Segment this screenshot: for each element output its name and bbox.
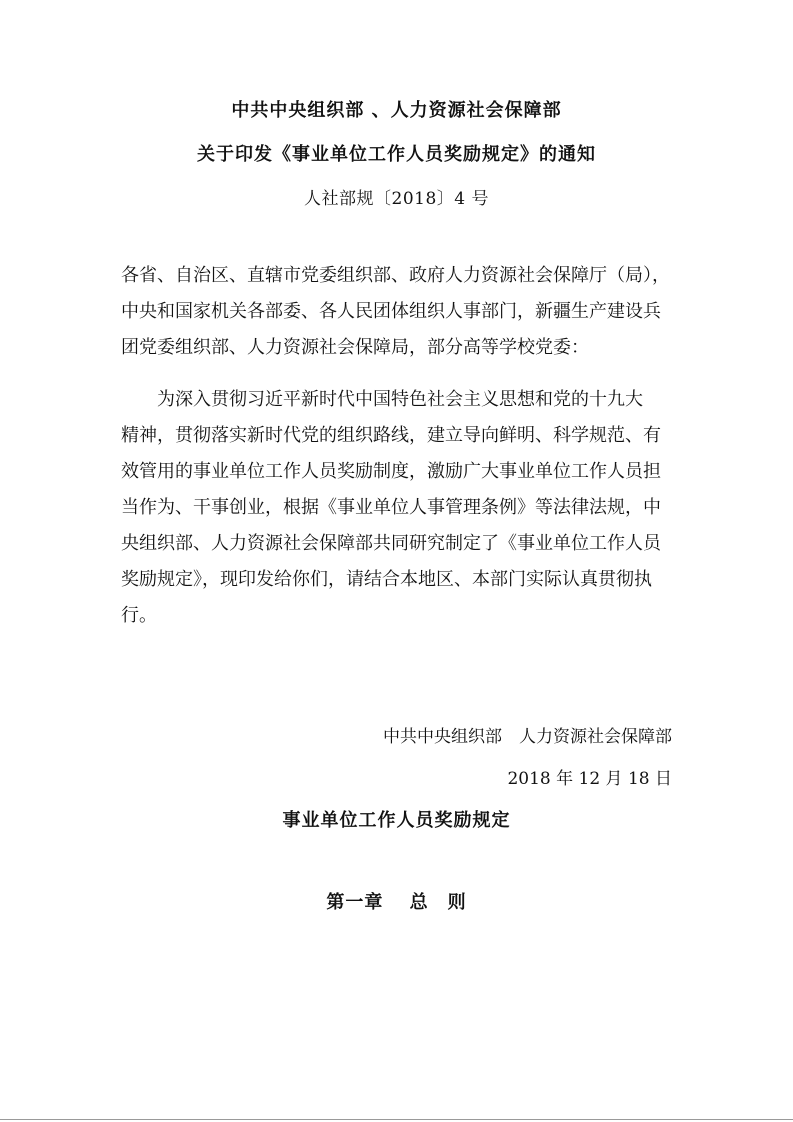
body-line: 精神，贯彻落实新时代党的组织路线，建立导向鲜明、科学规范、有 bbox=[121, 425, 661, 446]
body-line: 奖励规定》，现印发给你们，请结合本地区、本部门实际认真贯彻执 bbox=[121, 569, 652, 590]
body-line: 行。 bbox=[121, 605, 157, 626]
notice-title-line-1: 中共中央组织部 、人力资源社会保障部 bbox=[231, 100, 562, 121]
salutation bbox=[121, 258, 681, 366]
document-number: 人社部规〔2018〕4 号 bbox=[304, 189, 489, 209]
regulation-title: 事业单位工作人员奖励规定 bbox=[282, 810, 511, 831]
body-line: 为深入贯彻习近平新时代中国特色社会主义思想和党的十九大 bbox=[157, 389, 643, 410]
signature-date: 2018 年 12 月 18 日 bbox=[507, 769, 672, 789]
salutation-line: 中央和国家机关各部委、各人民团体组织人事部门，新疆生产建设兵 bbox=[121, 301, 661, 322]
signature-issuers: 中共中央组织部 人力资源社会保障部 bbox=[383, 727, 672, 747]
body-line: 央组织部、人力资源社会保障部共同研究制定了《事业单位工作人员 bbox=[121, 533, 661, 554]
body-paragraph bbox=[121, 382, 681, 634]
salutation-line: 各省、自治区、直辖市党委组织部、政府人力资源社会保障厅（局）， bbox=[121, 265, 670, 286]
page-bottom-rule bbox=[0, 1119, 793, 1120]
salutation-line: 团党委组织部、人力资源社会保障局，部分高等学校党委： bbox=[121, 337, 589, 358]
body-line: 效管用的事业单位工作人员奖励制度，激励广大事业单位工作人员担 bbox=[121, 461, 661, 482]
body-line: 当作为、干事创业，根据《事业单位人事管理条例》等法律法规，中 bbox=[121, 497, 661, 518]
notice-title-line-2: 关于印发《事业单位工作人员奖励规定》的通知 bbox=[197, 144, 596, 165]
chapter-title: 第一章 总 则 bbox=[326, 892, 467, 913]
